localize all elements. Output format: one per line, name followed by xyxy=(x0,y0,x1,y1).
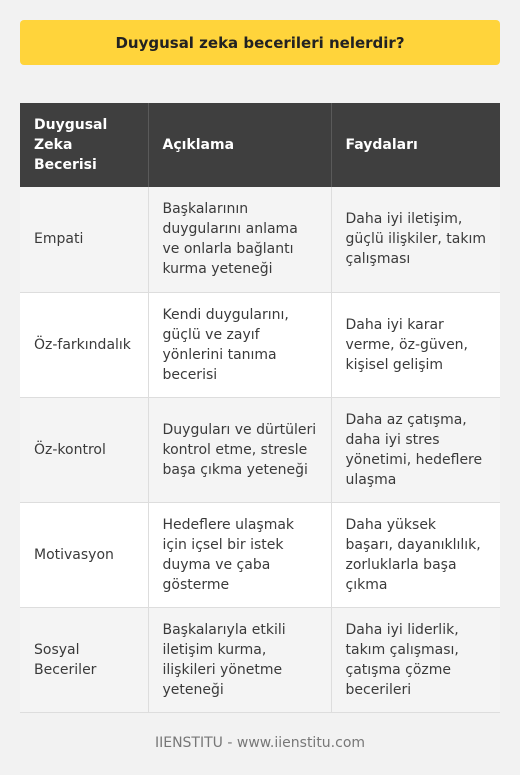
skills-table xyxy=(20,103,500,713)
skill-cell: Empati xyxy=(20,187,148,292)
table-header-row xyxy=(20,103,500,187)
description-cell: Başkalarının duygularını anlama ve onlarla bağlantı kurma yeteneği xyxy=(148,187,331,292)
page-title: Duygusal zeka becerileri nelerdir? xyxy=(20,20,500,65)
column-header-description: Açıklama xyxy=(148,103,331,187)
benefits-cell: Daha iyi karar verme, öz-güven, kişisel gelişim xyxy=(331,292,500,397)
table-row xyxy=(20,607,500,712)
skill-cell: Öz-farkındalık xyxy=(20,292,148,397)
benefits-cell: Daha yüksek başarı, dayanıklılık, zorluklarla başa çıkma xyxy=(331,502,500,607)
description-cell: Duyguları ve dürtüleri kontrol etme, stresle başa çıkma yeteneği xyxy=(148,397,331,502)
skill-cell: Öz-kontrol xyxy=(20,397,148,502)
table-row xyxy=(20,397,500,502)
skill-cell: Motivasyon xyxy=(20,502,148,607)
benefits-cell: Daha iyi liderlik, takım çalışması, çatışma çözme becerileri xyxy=(331,607,500,712)
description-cell: Hedeflere ulaşmak için içsel bir istek duyma ve çaba gösterme xyxy=(148,502,331,607)
description-cell: Kendi duygularını, güçlü ve zayıf yönlerini tanıma becerisi xyxy=(148,292,331,397)
benefits-cell: Daha iyi iletişim, güçlü ilişkiler, takım çalışması xyxy=(331,187,500,292)
skill-cell: Sosyal Beceriler xyxy=(20,607,148,712)
benefits-cell: Daha az çatışma, daha iyi stres yönetimi, hedeflere ulaşma xyxy=(331,397,500,502)
column-header-benefits: Faydaları xyxy=(331,103,500,187)
footer-credit: IIENSTITU - www.iienstitu.com xyxy=(154,735,366,751)
table-row xyxy=(20,292,500,397)
description-cell: Başkalarıyla etkili iletişim kurma, ilişkileri yönetme yeteneği xyxy=(148,607,331,712)
column-header-skill: Duygusal Zeka Becerisi xyxy=(20,103,148,187)
table-row xyxy=(20,187,500,292)
table-row xyxy=(20,502,500,607)
